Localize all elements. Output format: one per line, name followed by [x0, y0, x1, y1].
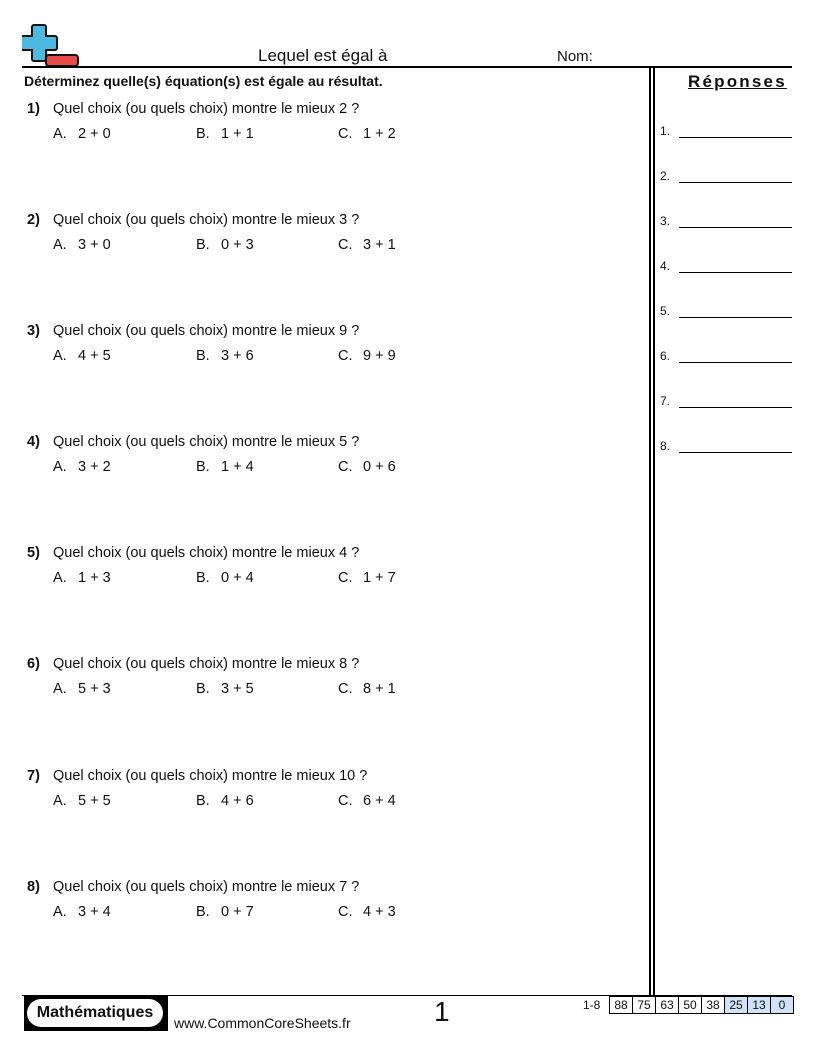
choice-expression: 3 + 4 — [78, 904, 111, 920]
question-item — [27, 656, 627, 716]
choice-letter: A. — [53, 904, 67, 920]
score-cell: 75 — [633, 996, 656, 1014]
answer-number: 4. — [660, 259, 671, 273]
score-cell: 0 — [771, 996, 794, 1014]
choice-expression: 6 + 4 — [363, 793, 396, 809]
answer-choice[interactable] — [338, 793, 396, 809]
choice-letter: B. — [196, 237, 210, 253]
answers-title: Réponses — [688, 72, 787, 91]
answer-choice[interactable] — [53, 570, 111, 586]
question-item — [27, 212, 627, 272]
choice-letter: B. — [196, 126, 210, 142]
question-item — [27, 323, 627, 383]
answer-blank[interactable] — [679, 317, 792, 318]
answer-line[interactable] — [660, 167, 800, 187]
choice-expression: 1 + 3 — [78, 570, 111, 586]
answer-choice[interactable] — [338, 459, 396, 475]
choice-letter: A. — [53, 459, 67, 475]
choice-letter: A. — [53, 126, 67, 142]
choice-expression: 4 + 5 — [78, 348, 111, 364]
question-text: Quel choix (ou quels choix) montre le mieux 8 ? — [53, 656, 360, 672]
column-divider — [653, 68, 655, 995]
answer-number: 2. — [660, 169, 671, 183]
answer-line[interactable] — [660, 437, 800, 457]
answer-number: 7. — [660, 394, 671, 408]
answer-blank[interactable] — [679, 182, 792, 183]
choice-expression: 0 + 3 — [221, 237, 254, 253]
answer-choice[interactable] — [53, 681, 111, 697]
choice-letter: C. — [338, 237, 353, 253]
answer-blank[interactable] — [679, 227, 792, 228]
choice-letter: A. — [53, 348, 67, 364]
answer-choice[interactable] — [196, 904, 254, 920]
question-text: Quel choix (ou quels choix) montre le mieux 10 ? — [53, 768, 368, 784]
question-text: Quel choix (ou quels choix) montre le mieux 9 ? — [53, 323, 360, 339]
choice-letter: C. — [338, 681, 353, 697]
answer-choice[interactable] — [196, 793, 254, 809]
question-text: Quel choix (ou quels choix) montre le mieux 2 ? — [53, 101, 360, 117]
score-cell: 13 — [748, 996, 771, 1014]
choice-expression: 3 + 2 — [78, 459, 111, 475]
subject-badge: Mathématiques — [27, 999, 163, 1027]
answer-choice[interactable] — [53, 904, 111, 920]
answer-line[interactable] — [660, 302, 800, 322]
choice-letter: C. — [338, 459, 353, 475]
choice-letter: B. — [196, 570, 210, 586]
question-text: Quel choix (ou quels choix) montre le mieux 3 ? — [53, 212, 360, 228]
choice-letter: B. — [196, 793, 210, 809]
question-text: Quel choix (ou quels choix) montre le mieux 5 ? — [53, 434, 360, 450]
page-number: 1 — [434, 996, 450, 1027]
answer-blank[interactable] — [679, 137, 792, 138]
choice-letter: A. — [53, 681, 67, 697]
answer-choice[interactable] — [53, 237, 111, 253]
question-item — [27, 768, 627, 828]
answer-choice[interactable] — [53, 459, 111, 475]
question-item — [27, 434, 627, 494]
name-field-label: Nom: — [557, 48, 593, 65]
choice-expression: 1 + 7 — [363, 570, 396, 586]
answer-choice[interactable] — [196, 348, 254, 364]
score-cell: 25 — [725, 996, 748, 1014]
question-item — [27, 879, 627, 939]
choice-letter: A. — [53, 570, 67, 586]
question-number: 3) — [27, 323, 40, 339]
score-range-label: 1-8 — [583, 998, 601, 1012]
question-number: 5) — [27, 545, 40, 561]
answer-choice[interactable] — [338, 570, 396, 586]
score-cell: 50 — [679, 996, 702, 1014]
answer-choice[interactable] — [338, 904, 396, 920]
answer-choice[interactable] — [338, 237, 396, 253]
choice-expression: 0 + 6 — [363, 459, 396, 475]
answer-line[interactable] — [660, 212, 800, 232]
worksheet-title: Lequel est égal à — [258, 46, 388, 65]
answer-choice[interactable] — [196, 126, 254, 142]
choice-expression: 4 + 6 — [221, 793, 254, 809]
answer-blank[interactable] — [679, 407, 792, 408]
answer-choice[interactable] — [338, 348, 396, 364]
answer-choice[interactable] — [338, 681, 396, 697]
score-cell: 88 — [610, 996, 633, 1014]
choice-letter: B. — [196, 459, 210, 475]
choice-expression: 2 + 0 — [78, 126, 111, 142]
answer-blank[interactable] — [679, 452, 792, 453]
choice-expression: 3 + 1 — [363, 237, 396, 253]
score-cell: 38 — [702, 996, 725, 1014]
question-number: 8) — [27, 879, 40, 895]
answer-choice[interactable] — [196, 681, 254, 697]
answer-line[interactable] — [660, 392, 800, 412]
choice-expression: 0 + 4 — [221, 570, 254, 586]
question-text: Quel choix (ou quels choix) montre le mieux 4 ? — [53, 545, 360, 561]
answer-line[interactable] — [660, 347, 800, 367]
choice-expression: 0 + 7 — [221, 904, 254, 920]
answer-number: 5. — [660, 304, 671, 318]
choice-expression: 3 + 0 — [78, 237, 111, 253]
instructions: Déterminez quelle(s) équation(s) est égale au résultat. — [24, 73, 383, 89]
answer-choice[interactable] — [338, 126, 396, 142]
answer-blank[interactable] — [679, 272, 792, 273]
choice-expression: 1 + 4 — [221, 459, 254, 475]
question-number: 2) — [27, 212, 40, 228]
choice-letter: B. — [196, 681, 210, 697]
answer-choice[interactable] — [196, 459, 254, 475]
choice-expression: 1 + 2 — [363, 126, 396, 142]
answer-number: 1. — [660, 124, 671, 138]
answer-number: 8. — [660, 439, 671, 453]
choice-letter: C. — [338, 126, 353, 142]
choice-letter: C. — [338, 793, 353, 809]
question-number: 7) — [27, 768, 40, 784]
choice-expression: 1 + 1 — [221, 126, 254, 142]
question-text: Quel choix (ou quels choix) montre le mieux 7 ? — [53, 879, 360, 895]
question-item — [27, 545, 627, 605]
choice-expression: 9 + 9 — [363, 348, 396, 364]
header-rule — [22, 66, 792, 68]
answer-number: 6. — [660, 349, 671, 363]
site-url[interactable]: www.CommonCoreSheets.fr — [174, 1015, 351, 1031]
choice-expression: 4 + 3 — [363, 904, 396, 920]
choice-letter: C. — [338, 348, 353, 364]
answer-choice[interactable] — [53, 793, 111, 809]
choice-letter: B. — [196, 904, 210, 920]
question-item — [27, 101, 627, 161]
answer-line[interactable] — [660, 257, 800, 277]
question-number: 4) — [27, 434, 40, 450]
choice-expression: 3 + 5 — [221, 681, 254, 697]
choice-expression: 8 + 1 — [363, 681, 396, 697]
column-divider — [649, 68, 651, 995]
answer-number: 3. — [660, 214, 671, 228]
answer-blank[interactable] — [679, 362, 792, 363]
answer-choice[interactable] — [196, 237, 254, 253]
answer-choice[interactable] — [53, 126, 111, 142]
score-cell: 63 — [656, 996, 679, 1014]
choice-letter: B. — [196, 348, 210, 364]
choice-letter: C. — [338, 570, 353, 586]
answer-line[interactable] — [660, 122, 800, 142]
score-table — [609, 996, 794, 1014]
plus-minus-logo-icon — [22, 24, 80, 68]
choice-letter: C. — [338, 904, 353, 920]
question-number: 1) — [27, 101, 40, 117]
choice-letter: A. — [53, 793, 67, 809]
question-number: 6) — [27, 656, 40, 672]
choice-expression: 3 + 6 — [221, 348, 254, 364]
choice-expression: 5 + 3 — [78, 681, 111, 697]
answer-choice[interactable] — [53, 348, 111, 364]
choice-expression: 5 + 5 — [78, 793, 111, 809]
answer-choice[interactable] — [196, 570, 254, 586]
choice-letter: A. — [53, 237, 67, 253]
